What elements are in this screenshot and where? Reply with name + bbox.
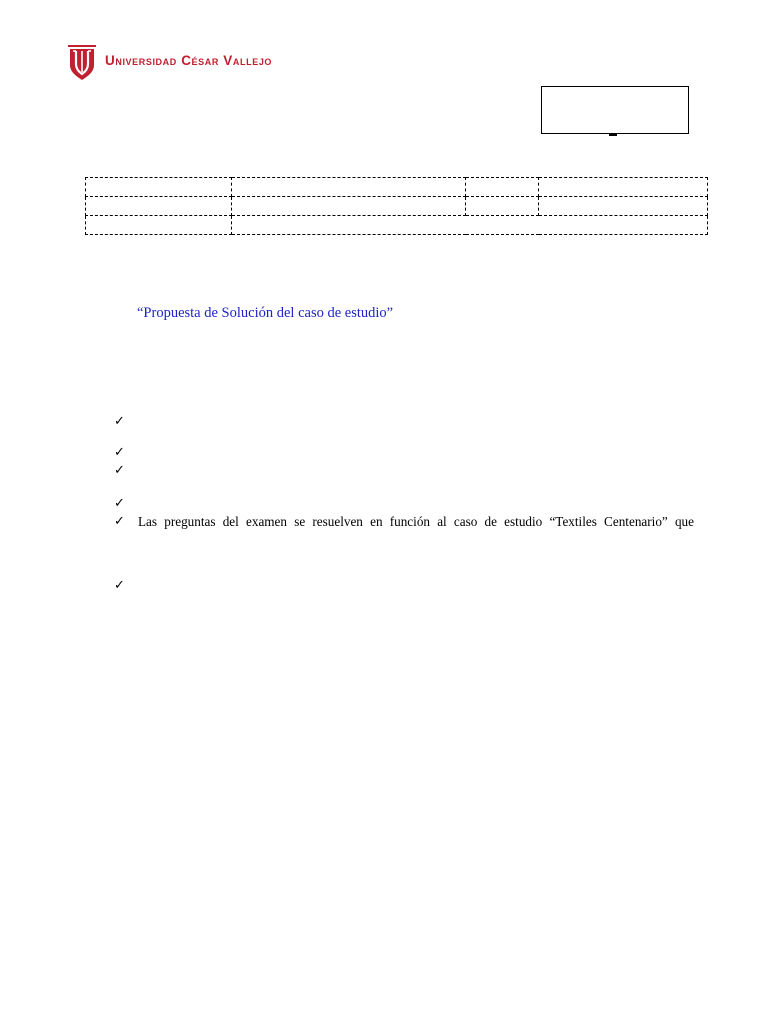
list-item-text: Las preguntas del examen se resuelven en función al caso de estudio “Textiles Centenario” que <box>138 514 694 529</box>
list-item <box>114 463 127 479</box>
check-icon: ✓ <box>114 578 125 593</box>
list-item <box>114 578 127 594</box>
check-icon: ✓ <box>114 445 125 460</box>
check-icon: ✓ <box>114 463 125 478</box>
list-item <box>114 414 127 430</box>
document-title: “Propuesta de Solución del caso de estudio” <box>137 305 394 321</box>
check-icon: ✓ <box>114 496 125 511</box>
check-icon: ✓ <box>114 414 125 429</box>
list-item <box>114 496 127 512</box>
list-item <box>114 445 127 461</box>
check-icon: ✓ <box>114 514 125 529</box>
university-name: Universidad César Vallejo <box>105 53 273 69</box>
list-item <box>114 514 694 530</box>
